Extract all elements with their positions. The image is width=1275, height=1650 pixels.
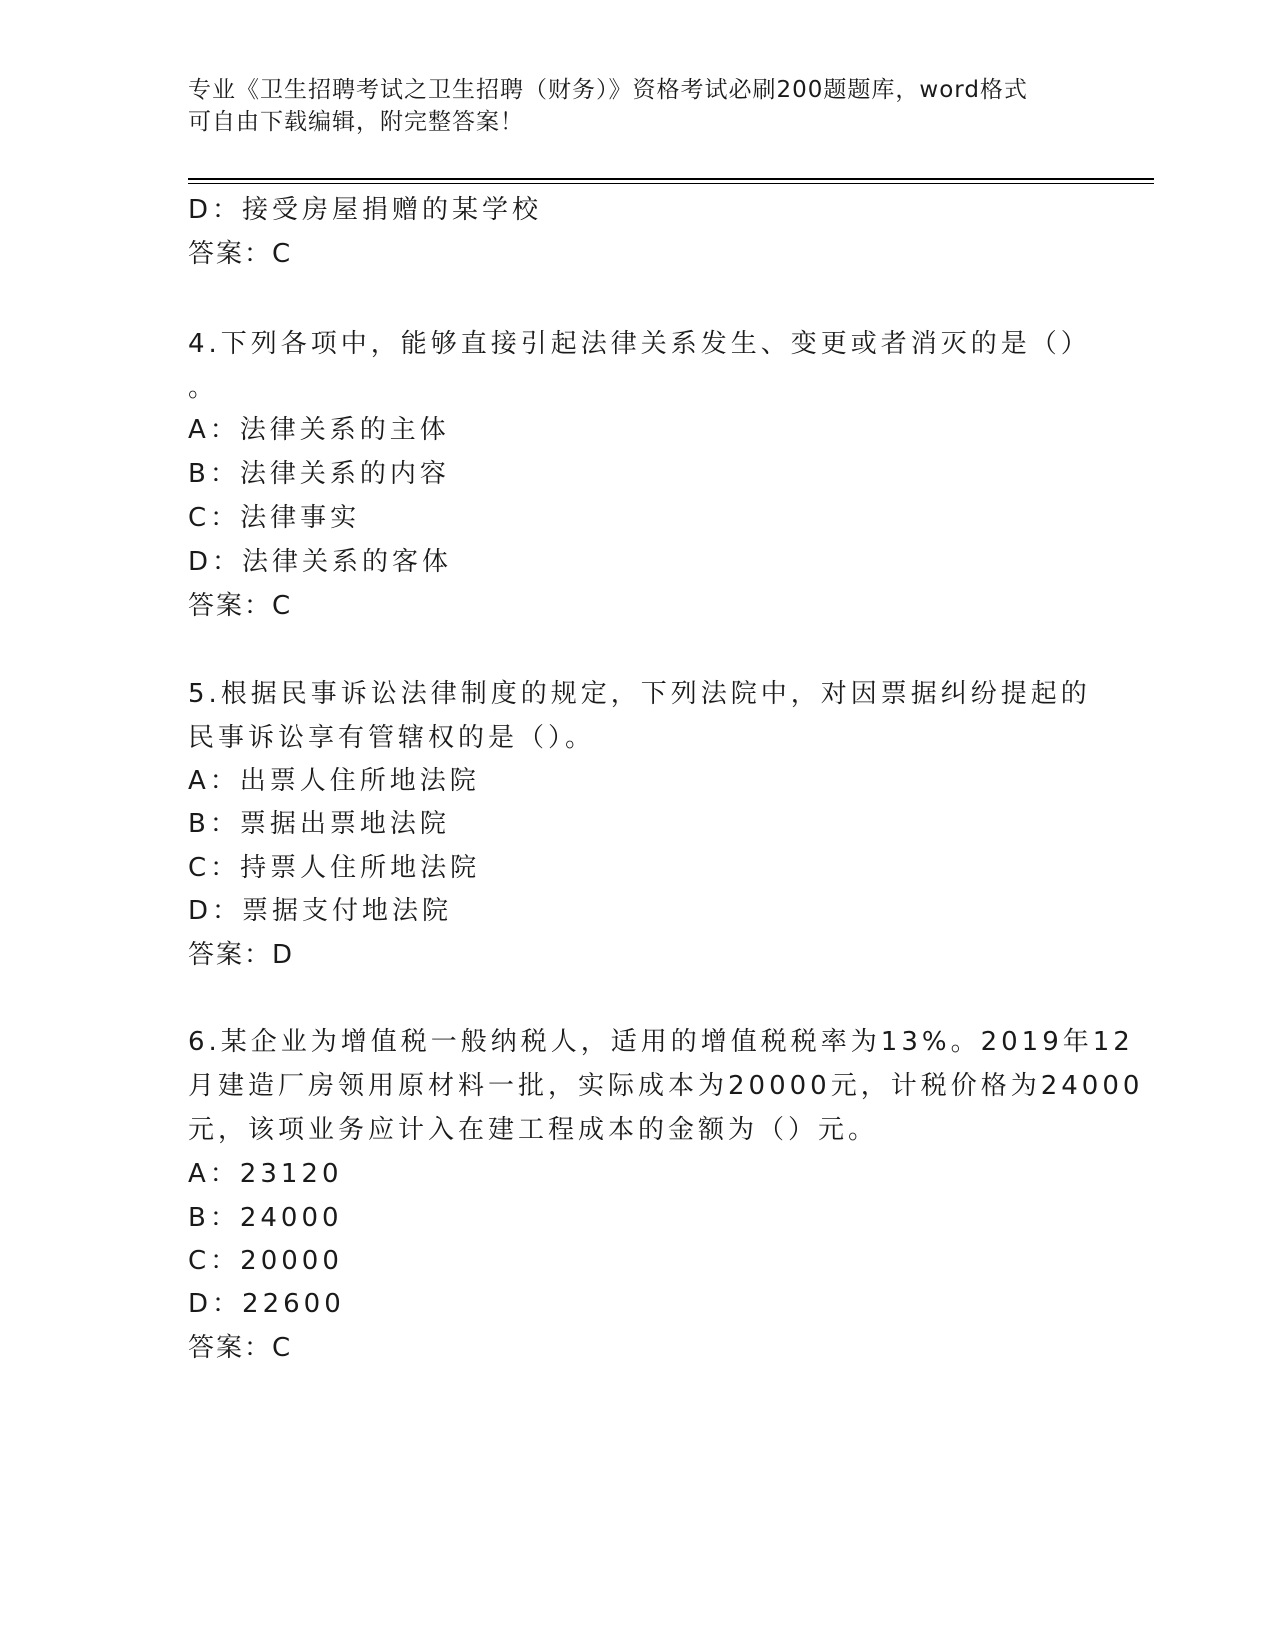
q4-option-a: A：法律关系的主体 [188,415,450,445]
q5-option-a: A：出票人住所地法院 [188,766,480,796]
q6-option-c: C：20000 [188,1246,343,1276]
header-divider-thick [188,178,1154,180]
q3-answer: 答案：C [188,239,293,269]
q4-option-d: D：法律关系的客体 [188,547,453,577]
q5-stem-line-2: 民事诉讼享有管辖权的是（）。 [188,723,596,753]
header-line-2: 可自由下载编辑，附完整答案！ [188,109,524,135]
q3-option-d: D：接受房屋捐赠的某学校 [188,195,543,225]
header-divider-thin [188,183,1154,184]
q6-stem-line-3: 元，该项业务应计入在建工程成本的金额为（）元。 [188,1115,879,1145]
q6-option-d: D：22600 [188,1289,345,1319]
q4-option-c: C：法律事实 [188,503,361,533]
q5-stem-line-1: 5.根据民事诉讼法律制度的规定，下列法院中，对因票据纠纷提起的 [188,679,1091,709]
q6-option-b: B：24000 [188,1203,343,1233]
document-header [188,74,1068,138]
q6-option-a: A：23120 [188,1159,343,1189]
q4-option-b: B：法律关系的内容 [188,459,450,489]
q4-stem-line-2: 。 [188,373,219,403]
q5-answer: 答案：D [188,940,295,970]
q4-stem-line-1: 4.下列各项中，能够直接引起法律关系发生、变更或者消灭的是（） [188,329,1091,359]
q5-option-c: C：持票人住所地法院 [188,853,481,883]
q4-answer: 答案：C [188,591,293,621]
q6-answer: 答案：C [188,1333,293,1363]
header-line-1: 专业《卫生招聘考试之卫生招聘（财务）》资格考试必刷200题题库，word格式 [188,77,1028,103]
q6-stem-line-2: 月建造厂房领用原材料一批，实际成本为20000元，计税价格为24000 [188,1071,1144,1101]
q5-option-b: B：票据出票地法院 [188,809,450,839]
q5-option-d: D：票据支付地法院 [188,896,453,926]
q6-stem-line-1: 6.某企业为增值税一般纳税人，适用的增值税税率为13%。2019年12 [188,1027,1134,1057]
